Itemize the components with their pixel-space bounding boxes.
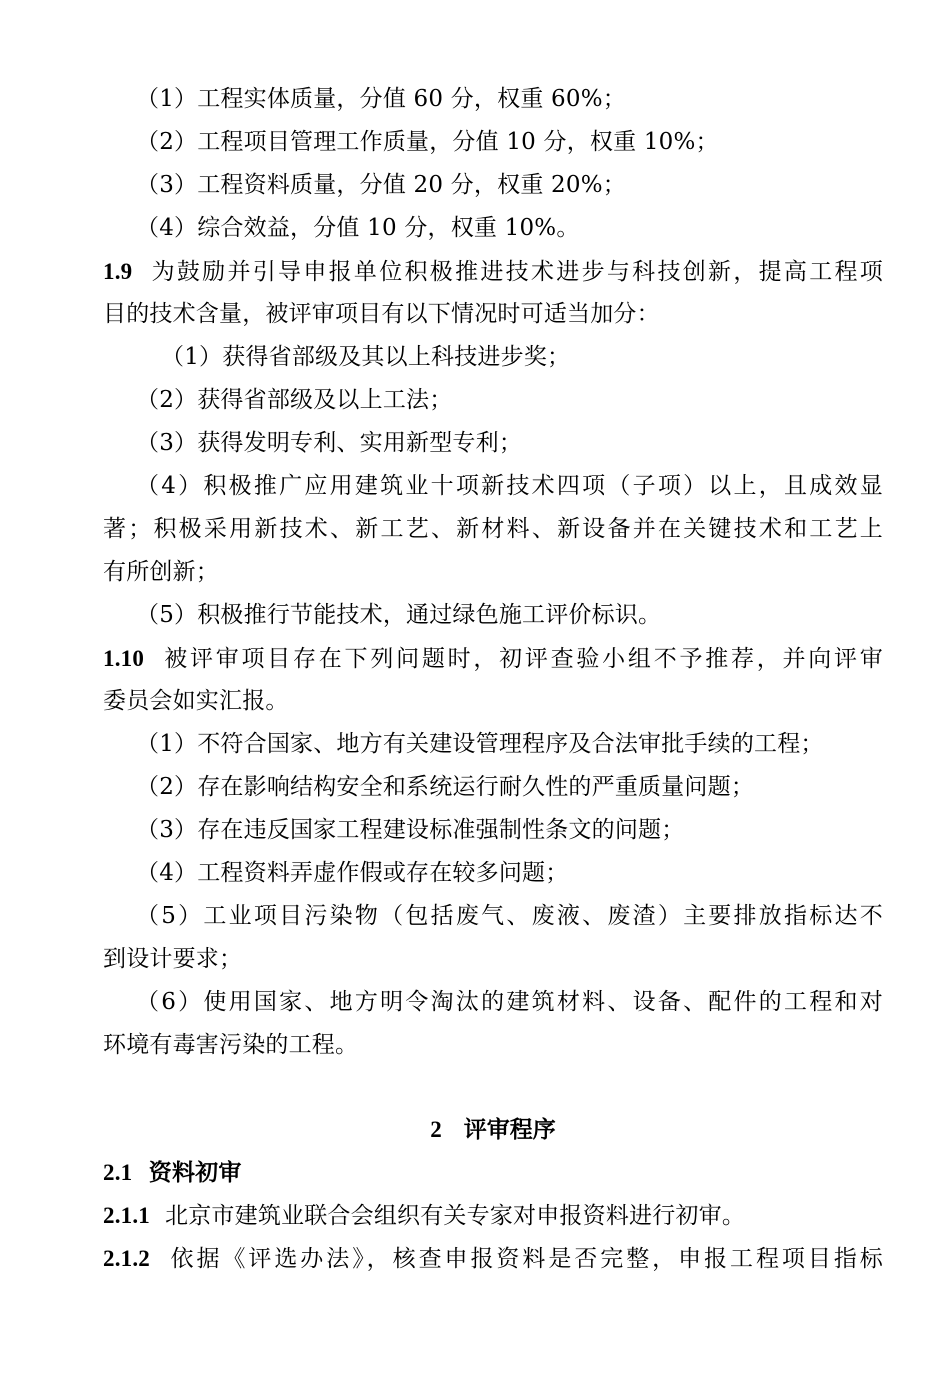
clause-1-10-item-5-line-1: （5）工业项目污染物（包括废气、废液、废渣）主要排放指标达不: [136, 903, 883, 929]
clause-1-10-item-6-line-1: （6）使用国家、地方明令淘汰的建筑材料、设备、配件的工程和对: [136, 989, 883, 1015]
clause-2-1-2: [103, 1237, 883, 1280]
clause-text: 依据《评选办法》，核查申报资料是否完整，申报工程项目指标: [170, 1246, 883, 1272]
clause-text: 被评审项目存在下列问题时，初评查验小组不予推荐，并向评审: [164, 646, 883, 672]
scoring-item-2: （2）工程项目管理工作质量，分值 10 分，权重 10%；: [136, 129, 719, 155]
scoring-item-3: （3）工程资料质量，分值 20 分，权重 20%；: [136, 172, 626, 198]
section-title: 评审程序: [463, 1116, 556, 1143]
clause-1-9-item-3: （3）获得发明专利、实用新型专利；: [136, 430, 523, 456]
subsection-2-1-heading: [103, 1151, 883, 1194]
document-page: [103, 78, 883, 1280]
subsection-number: 2.1: [103, 1160, 133, 1185]
clause-1-9-item-2: （2）获得省部级及以上工法；: [136, 387, 453, 413]
clause-1-10-second-line: 委员会如实汇报。: [103, 688, 289, 714]
clause-1-10-item-1: （1）不符合国家、地方有关建设管理程序及合法审批手续的工程；: [136, 731, 824, 757]
clause-number: 2.1.2: [103, 1246, 150, 1271]
clause-1-9-item-4-line-3: 有所创新；: [103, 559, 219, 585]
clause-number: 1.10: [103, 646, 145, 671]
clause-1-9-item-5: （5）积极推行节能技术，通过绿色施工评价标识。: [136, 602, 662, 628]
clause-1-10-first-line: [103, 637, 883, 680]
clause-number: 2.1.1: [103, 1203, 150, 1228]
clause-1-9-second-line: 目的技术含量，被评审项目有以下情况时可适当加分：: [103, 301, 660, 327]
clause-2-1-1: [103, 1194, 883, 1237]
clause-1-10-item-6-line-2: 环境有毒害污染的工程。: [103, 1032, 359, 1058]
clause-1-10-item-3: （3）存在违反国家工程建设标准强制性条文的问题；: [136, 817, 685, 843]
scoring-item-4: （4）综合效益，分值 10 分，权重 10%。: [136, 215, 580, 241]
clause-1-10-item-2: （2）存在影响结构安全和系统运行耐久性的严重质量问题；: [136, 774, 755, 800]
clause-text: 北京市建筑业联合会组织有关专家对申报资料进行初审。: [165, 1203, 746, 1229]
section-2-heading: [103, 1108, 883, 1151]
clause-1-9-item-4-line-1: （4）积极推广应用建筑业十项新技术四项（子项）以上，且成效显: [136, 473, 883, 499]
clause-number: 1.9: [103, 259, 133, 284]
clause-1-9-item-4-line-2: 著；积极采用新技术、新工艺、新材料、新设备并在关键技术和工艺上: [103, 516, 883, 542]
scoring-item-1: （1）工程实体质量，分值 60 分，权重 60%；: [136, 86, 626, 112]
subsection-title: 资料初审: [148, 1159, 242, 1186]
clause-1-9-first-line: [103, 250, 883, 293]
clause-1-9-item-1: （1）获得省部级及其以上科技进步奖；: [161, 344, 571, 370]
clause-1-10-item-5-line-2: 到设计要求；: [103, 946, 243, 972]
clause-1-10-item-4: （4）工程资料弄虚作假或存在较多问题；: [136, 860, 569, 886]
clause-text: 为鼓励并引导申报单位积极推进技术进步与科技创新，提高工程项: [151, 259, 883, 285]
section-number: 2: [430, 1117, 442, 1142]
